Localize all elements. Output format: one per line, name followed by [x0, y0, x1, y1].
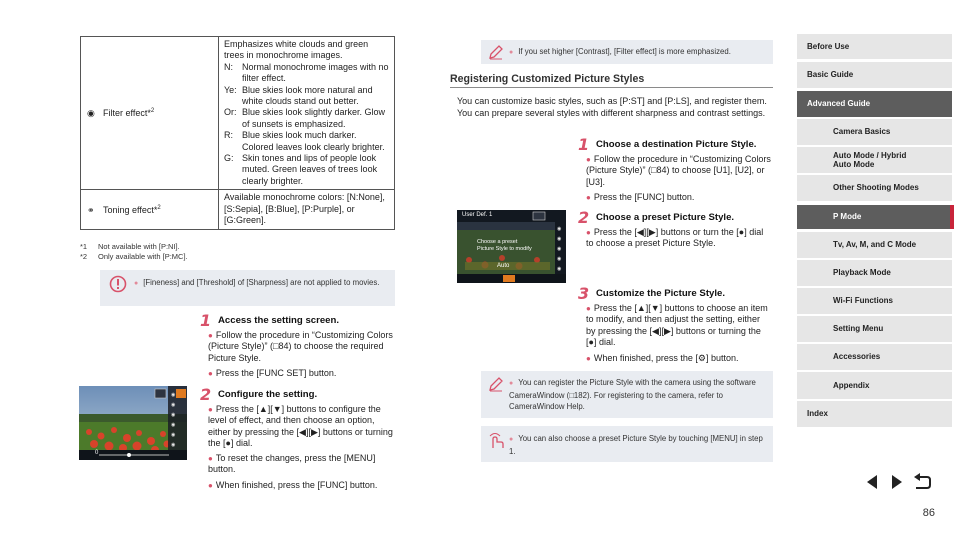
step-bullet: ● Follow the procedure in “Customizing Colors (Picture Style)” (□84) to choose the required Picture Style. [208, 330, 393, 363]
sidebar-item-label: Basic Guide [807, 70, 854, 80]
return-icon [912, 473, 932, 491]
table-cell-desc [219, 190, 395, 229]
svg-text:◉: ◉ [557, 226, 562, 232]
step-bullet: ● To reset the changes, press the [MENU] button. [208, 453, 376, 475]
sidebar-item-wifi-functions[interactable] [797, 288, 952, 314]
sidebar-item-index[interactable] [797, 401, 952, 427]
top-tip-note [481, 40, 773, 64]
step-1 [200, 311, 339, 330]
sidebar-item-label: Other Shooting Modes [833, 183, 919, 193]
sidebar-item-label: Tv, Av, M, and C Mode [833, 240, 917, 250]
note-text: ● You can also choose a preset Picture Style by touching [MENU] in step 1. [509, 434, 763, 456]
bullet-text: Follow the procedure in “Customizing Colors (Picture Style)” (□84) to choose [U1], [U2], or [U3]. [586, 154, 771, 187]
step-bullet: ● Press the [FUNC] button. [586, 192, 695, 202]
section-title: Registering Customized Picture Styles [450, 73, 773, 88]
svg-text:◉: ◉ [171, 442, 176, 448]
svg-text:◉: ◉ [557, 266, 562, 272]
bullet-text: To reset the changes, press the [MENU] button. [208, 453, 376, 475]
table-row [81, 37, 395, 190]
note-text: ● If you set higher [Contrast], [Filter effect] is more emphasized. [509, 47, 731, 56]
svg-text:◉: ◉ [557, 246, 562, 252]
caution-note [100, 270, 395, 306]
footnote [80, 252, 188, 262]
footnote-text: Only available with [P:MC]. [98, 252, 188, 261]
step-3 [578, 284, 725, 303]
return-button[interactable] [912, 472, 932, 492]
sidebar-item-before-use[interactable] [797, 34, 952, 59]
sidebar-item-label: Before Use [807, 41, 850, 51]
previous-page-button[interactable] [862, 472, 882, 492]
bullet-text: Press the [FUNC SET] button. [215, 368, 337, 378]
sidebar-item-label: Index [807, 409, 828, 419]
camera-screen-adjust [79, 386, 187, 460]
option-key: R: [224, 130, 233, 141]
footnote-mark: *2 [80, 252, 88, 261]
sidebar-item-p-mode[interactable] [797, 205, 952, 229]
level-value: 0 [95, 450, 99, 456]
step-bullet: ● When finished, press the [FUNC] button. [208, 480, 378, 490]
step-bullet: ● Follow the procedure in “Customizing Colors (Picture Style)” (□84) to choose [U1], [U2], or [U3]. [586, 154, 771, 187]
bullet-text: Follow the procedure in “Customizing Colors (Picture Style)” (□84) to choose the required Picture Style. [208, 330, 393, 363]
next-page-button[interactable] [887, 472, 907, 492]
footnote-mark: *1 [80, 242, 88, 251]
screen-header: User Def. 1 [462, 212, 493, 218]
note-body: You can also choose a preset Picture Style by touching [MENU] in step 1. [509, 434, 763, 456]
svg-text:◉: ◉ [171, 432, 176, 438]
table-cell-label [81, 37, 219, 190]
landscape-photo [79, 386, 187, 460]
sidebar-item-advanced-guide[interactable] [797, 91, 952, 117]
step-title: Choose a preset Picture Style. [596, 212, 735, 223]
sidebar-item-appendix[interactable] [797, 372, 952, 399]
step-bullet: ● Press the [◀][▶] buttons or turn the [●] dial to choose a preset Picture Style. [586, 227, 764, 249]
sidebar-item-playback-mode[interactable] [797, 260, 952, 286]
option-item [224, 85, 390, 108]
sidebar-item-setting-menu[interactable] [797, 316, 952, 342]
sidebar-item-auto-mode[interactable] [797, 147, 952, 173]
step-number: 3 [578, 284, 590, 303]
note-text: ● You can register the Picture Style with the camera using the software CameraWindow (□182). For registering to the camera, refer to CameraWindow Help. [509, 378, 756, 411]
step-1 [578, 135, 756, 154]
table-row [81, 190, 395, 229]
bullet-text: Press the [◀][▶] buttons or turn the [●] dial to choose a preset Picture Style. [586, 227, 764, 249]
step-title: Configure the setting. [218, 389, 318, 400]
footnote-mark: 2 [157, 204, 161, 211]
step-title: Access the setting screen. [218, 315, 340, 326]
option-key: G: [224, 153, 234, 164]
svg-text:◉: ◉ [171, 392, 176, 398]
sidebar-item-basic-guide[interactable] [797, 62, 952, 88]
option-key: N: [224, 61, 233, 72]
note-text: ● [Fineness] and [Threshold] of [Sharpness] are not applied to movies. [134, 278, 380, 287]
caution-icon [109, 275, 127, 293]
option-text: Blue skies look much darker. Colored leaves look clearly brighter. [242, 130, 385, 152]
toning-effect-icon: ⚭ [87, 204, 95, 215]
note-body: If you set higher [Contrast], [Filter effect] is more emphasized. [518, 47, 731, 56]
step-number: 1 [578, 135, 590, 154]
step-number: 1 [200, 311, 212, 330]
sidebar-item-label: Wi-Fi Functions [833, 296, 893, 306]
footnote-text: Not available with [P:NI]. [98, 242, 180, 251]
option-key: Ye: [224, 84, 237, 95]
sidebar-item-camera-basics[interactable] [797, 119, 952, 145]
sidebar-item-label: P Mode [833, 212, 862, 222]
option-item [224, 107, 390, 130]
row-label: Filter effect* [103, 108, 151, 119]
footnote [80, 242, 180, 252]
screen-label: Choose a preset [477, 239, 518, 245]
arrow-right-icon [888, 473, 906, 491]
sidebar-item-label: Advanced Guide [807, 99, 871, 109]
svg-text:◉: ◉ [171, 402, 176, 408]
svg-text:◉: ◉ [557, 256, 562, 262]
sidebar-item-label: Accessories [833, 352, 881, 362]
section-intro: You can customize basic styles, such as [P:ST] and [P:LS], and register them. You can prepare several styles with different sharpness and contrast settings. [457, 96, 767, 118]
screen-value: Auto [497, 263, 510, 269]
step-title: Choose a destination Picture Style. [596, 139, 757, 150]
footnote-mark: 2 [150, 108, 155, 115]
svg-text:◉: ◉ [557, 236, 562, 242]
sidebar-item-label: Auto Mode / Hybrid Auto Mode [833, 150, 907, 169]
option-item [224, 130, 390, 153]
step-number: 2 [200, 385, 212, 404]
row-label: Toning effect* [103, 204, 158, 215]
note-body: You can register the Picture Style with the camera using the software CameraWindow (□182). For registering to the camera, refer to CameraWindow Help. [509, 378, 756, 411]
bullet-text: Press the [FUNC] button. [593, 192, 695, 202]
page-number: 86 [922, 507, 935, 519]
option-key: Or: [224, 107, 237, 118]
step-2 [578, 208, 734, 227]
step-bullet: ● When finished, press the [⚙] button. [586, 353, 739, 363]
option-text: Normal monochrome images with no filter effect. [242, 61, 389, 84]
table-cell-label [81, 190, 219, 229]
step-title: Customize the Picture Style. [596, 288, 726, 299]
bullet-text: When finished, press the [⚙] button. [593, 353, 739, 363]
filter-effect-icon: ◉ [87, 108, 95, 119]
touch-icon [486, 430, 506, 450]
sidebar-item-label: Setting Menu [833, 324, 884, 334]
option-text: Skin tones and lips of people look muted. Green leaves of trees look clearly brighter. [242, 153, 378, 186]
sidebar-item-label: Camera Basics [833, 127, 891, 137]
option-item [224, 153, 390, 187]
current-page-marker [950, 205, 954, 229]
option-item [224, 62, 390, 85]
arrow-left-icon [863, 473, 881, 491]
bullet-text: Press the [▲][▼] buttons to configure the level of effect, and then choose an option, either by pressing the [◀][▶] buttons or turning the [●] dial. [208, 404, 393, 449]
bullet-text: When finished, press the [FUNC] button. [215, 480, 378, 490]
bullet-text: Press the [▲][▼] buttons to choose an item to modify, and then adjust the setting, either by pressing the [◀][▶] buttons or turning the [●] dial. [586, 303, 768, 348]
camerawindow-note [481, 371, 773, 418]
svg-text:◉: ◉ [171, 422, 176, 428]
sidebar-item-accessories[interactable] [797, 344, 952, 370]
option-text: Blue skies look more natural and white clouds stand out better. [242, 84, 373, 107]
sidebar-item-label: Playback Mode [833, 268, 891, 278]
pencil-icon [487, 43, 505, 61]
sidebar-item-other-shooting-modes[interactable] [797, 175, 952, 201]
step-bullet: ● Press the [FUNC SET] button. [208, 368, 337, 378]
step-bullet: ● Press the [▲][▼] buttons to choose an item to modify, and then adjust the setting, either by pressing the [◀][▶] buttons or turning the [●] dial. [586, 303, 768, 348]
camera-screen-preset [457, 210, 566, 283]
row-intro: Emphasizes white clouds and green trees in monochrome images. [224, 39, 369, 61]
touch-note [481, 426, 773, 462]
filter-table [80, 36, 395, 230]
table-cell-desc [219, 37, 395, 190]
option-text: Blue skies look slightly darker. Glow of sunsets is emphasized. [242, 107, 386, 129]
sidebar-item-tv-av-m-c-mode[interactable] [797, 232, 952, 258]
step-bullet: ● Press the [▲][▼] buttons to configure the level of effect, and then choose an option, either by pressing the [◀][▶] buttons or turning the [●] dial. [208, 404, 393, 449]
note-body: [Fineness] and [Threshold] of [Sharpness] are not applied to movies. [143, 278, 380, 287]
sidebar-item-label: Appendix [833, 380, 870, 390]
svg-text:◉: ◉ [171, 412, 176, 418]
step-2 [200, 385, 317, 404]
screen-label: Picture Style to modify [477, 246, 532, 252]
step-number: 2 [578, 208, 590, 227]
pencil-icon [487, 375, 505, 393]
row-intro: Available monochrome colors: [N:None], [S:Sepia], [B:Blue], [P:Purple], or [G:Green]. [224, 192, 385, 226]
